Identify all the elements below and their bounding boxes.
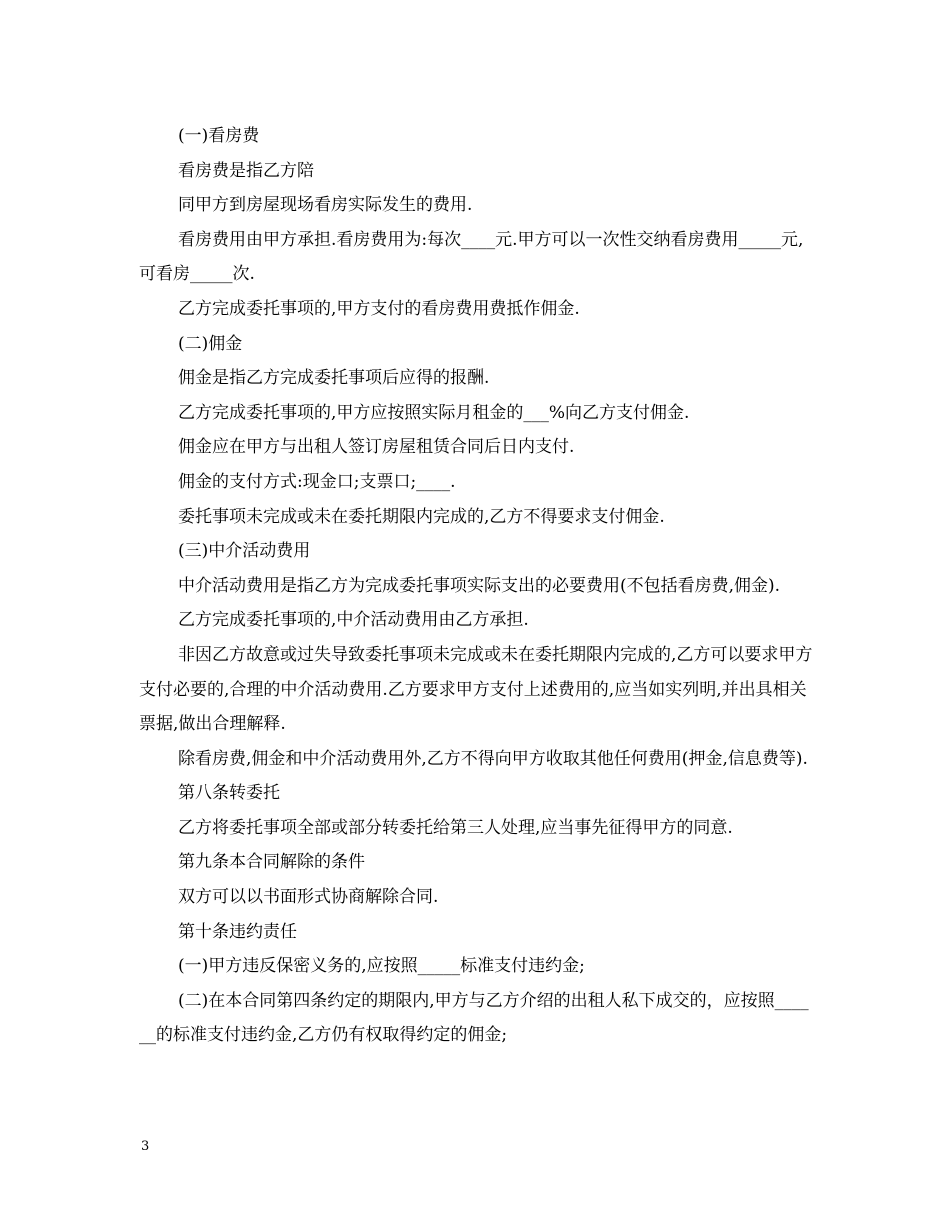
paragraph: (一)甲方违反保密义务的,应按照_____标准支付违约金; (178, 956, 585, 977)
paragraph: 同甲方到房屋现场看房实际发生的费用. (178, 195, 473, 216)
paragraph: 佣金是指乙方完成委托事项后应得的报酬. (178, 368, 490, 389)
paragraph: 佣金应在甲方与出租人签订房屋租赁合同后日内支付. (178, 437, 575, 458)
article-9-heading: 第九条本合同解除的条件 (178, 852, 365, 873)
document-body (139, 119, 813, 1053)
heading-commission: (二)佣金 (178, 333, 243, 354)
paragraph: 委托事项未完成或未在委托期限内完成的,乙方不得要求支付佣金. (178, 506, 665, 527)
heading-agency-expenses: (三)中介活动费用 (178, 541, 311, 562)
paragraph: 乙方完成委托事项的,中介活动费用由乙方承担. (178, 610, 529, 631)
paragraph: 双方可以以书面形式协商解除合同. (178, 887, 439, 908)
paragraph: 非因乙方故意或过失导致委托事项未完成或未在委托期限内完成的,乙方可以要求甲方支付必要的,合理的中介活动费用.乙方要求甲方支付上述费用的,应当如实列明,并出具相关票据,做出合理解释. (139, 644, 813, 735)
paragraph: (二)在本合同第四条约定的期限内,甲方与乙方介绍的出租人私下成交的，应按照______的标准支付违约金,乙方仍有权取得约定的佣金; (139, 990, 809, 1046)
heading-viewing-fee: (一)看房费 (178, 126, 260, 146)
paragraph: 中介活动费用是指乙方为完成委托事项实际支出的必要费用(不包括看房费,佣金). (178, 575, 781, 596)
paragraph: 看房费用由甲方承担.看房费用为:每次____元.甲方可以一次性交纳看房费用_____元,可看房_____次. (139, 229, 804, 285)
paragraph: 乙方将委托事项全部或部分转委托给第三人处理,应当事先征得甲方的同意. (178, 817, 733, 838)
paragraph: 除看房费,佣金和中介活动费用外,乙方不得向甲方收取其他任何费用(押金,信息费等). (178, 748, 808, 769)
paragraph: 看房费是指乙方陪 (178, 160, 314, 181)
article-8-heading: 第八条转委托 (178, 783, 280, 804)
paragraph: 佣金的支付方式:现金口;支票口;____. (178, 471, 456, 492)
paragraph: 乙方完成委托事项的,甲方支付的看房费用费抵作佣金. (178, 298, 580, 319)
paragraph: 乙方完成委托事项的,甲方应按照实际月租金的___%向乙方支付佣金. (178, 402, 690, 423)
page-number: 3 (141, 1139, 150, 1154)
article-10-heading: 第十条违约责任 (178, 921, 297, 942)
